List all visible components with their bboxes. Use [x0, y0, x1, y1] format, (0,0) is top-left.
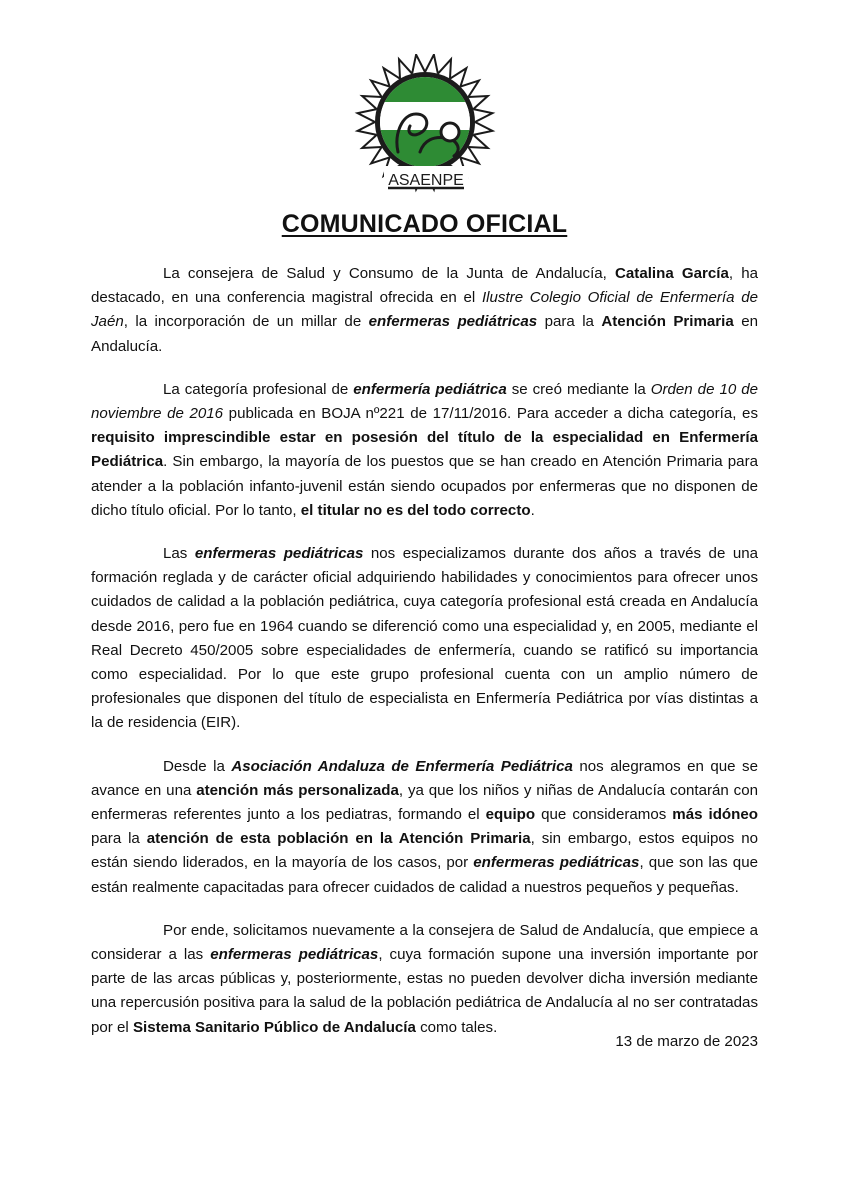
paragraph: Las enfermeras pediátricas nos especializamos durante dos años a través de una formación reglada y de carácter oficial adquiriendo habilidades y conocimientos para ofrecer unos cuidados de calidad a la población pediátrica, cuya categoría profesional está creada en Andalucía desde 2016, pero fue en 1964 cuando se diferenció como una especialidad y, en 2005, mediante el Real Decreto 450/2005 sobre especialidades de enfermería, cuando se ratificó su importancia como especialidad. Por lo que este grupo profesional cuenta con un amplio número de profesionales que disponen del título de especialista en Enfermería Pediátrica por vías distintas a la de residencia (EIR).	[91, 545, 759, 732]
paragraph: La categoría profesional de enfermería pediátrica se creó mediante la Orden de 10 de noviembre de 2016 publicada en BOJA nº221 de 17/11/2016. Para acceder a dicha categoría, es requisito imprescindible estar en posesión del título de la especialidad en Enfermería Pediátrica. Sin embargo, la mayoría de los puestos que se han creado en Atención Primaria para atender a la población infanto-juvenil están siendo ocupados por enfermeras que no disponen de dicho título oficial. Por lo tanto, el titular no es del todo correcto.	[91, 380, 758, 519]
bold-text: atención más personalizada	[196, 781, 399, 799]
bold-italic-text: enfermería pediátrica	[353, 380, 507, 398]
bold-text: Atención Primaria	[601, 313, 734, 331]
document-body	[91, 262, 758, 1059]
logo-text: ASAENPE	[388, 172, 464, 189]
paragraph: Por ende, solicitamos nuevamente a la consejera de Salud de Andalucía, que empiece a considerar a las enfermeras pediátricas, cuya formación supone una inversión importante por parte de las arcas públicas y, posteriormente, estas no pueden devolver dicha inversión mediante una repercusión positiva para la salud de la población pediátrica de Andalucía al no ser contratadas por el Sistema Sanitario Público de Andalucía como tales.	[91, 921, 759, 1036]
paragraph: Desde la Asociación Andaluza de Enfermería Pediátrica nos alegramos en que se avance en una atención más personalizada, ya que los niños y niñas de Andalucía contarán con enfermeras referentes junto a los pediatras, formando el equipo que consideramos más idóneo para la atención de esta población en la Atención Primaria, sin embargo, estos equipos no están siendo liderados, en la mayoría de los casos, por enfermeras pediátricas, que son las que están realmente capacitadas para ofrecer cuidados de calidad a nuestros pequeños y pequeñas.	[91, 757, 758, 896]
bold-text: el titular no es del todo correcto	[300, 501, 531, 519]
bold-text: atención de esta población en la Atención Primaria	[146, 830, 531, 848]
bold-italic-text: enfermeras pediátricas	[210, 946, 379, 964]
page-title: COMUNICADO OFICIAL	[281, 210, 568, 238]
italic-text: Ilustre Colegio Oficial de Enfermería de Jaén	[91, 289, 758, 331]
bold-text: Sistema Sanitario Público de Andalucía	[132, 1018, 416, 1036]
document-date: 13 de marzo de 2023	[615, 1033, 758, 1050]
bold-text: requisito imprescindible estar en posesión del título de la especialidad en Enfermería Pediátrica	[91, 429, 758, 471]
bold-italic-text: enfermeras pediátricas	[473, 854, 640, 872]
bold-text: más idóneo	[672, 806, 758, 824]
bold-italic-text: enfermeras pediátricas	[194, 545, 364, 563]
bold-text: Catalina García	[615, 265, 729, 282]
italic-text: Orden de 10 de noviembre de 2016	[91, 380, 758, 423]
asaenpe-logo-icon	[354, 54, 497, 199]
asaenpe-logo	[354, 54, 497, 199]
paragraph: La consejera de Salud y Consumo de la Junta de Andalucía, Catalina García, ha destacado, en una conferencia magistral ofrecida en el Ilustre Colegio Oficial de Enfermería de Jaén, la incorporación de un millar de enfermeras pediátricas para la Atención Primaria en Andalucía.	[91, 265, 758, 355]
bold-text: equipo	[485, 806, 536, 824]
bold-italic-text: enfermeras pediátricas	[368, 313, 538, 331]
bold-italic-text: Asociación Andaluza de Enfermería Pediátrica	[231, 757, 573, 775]
